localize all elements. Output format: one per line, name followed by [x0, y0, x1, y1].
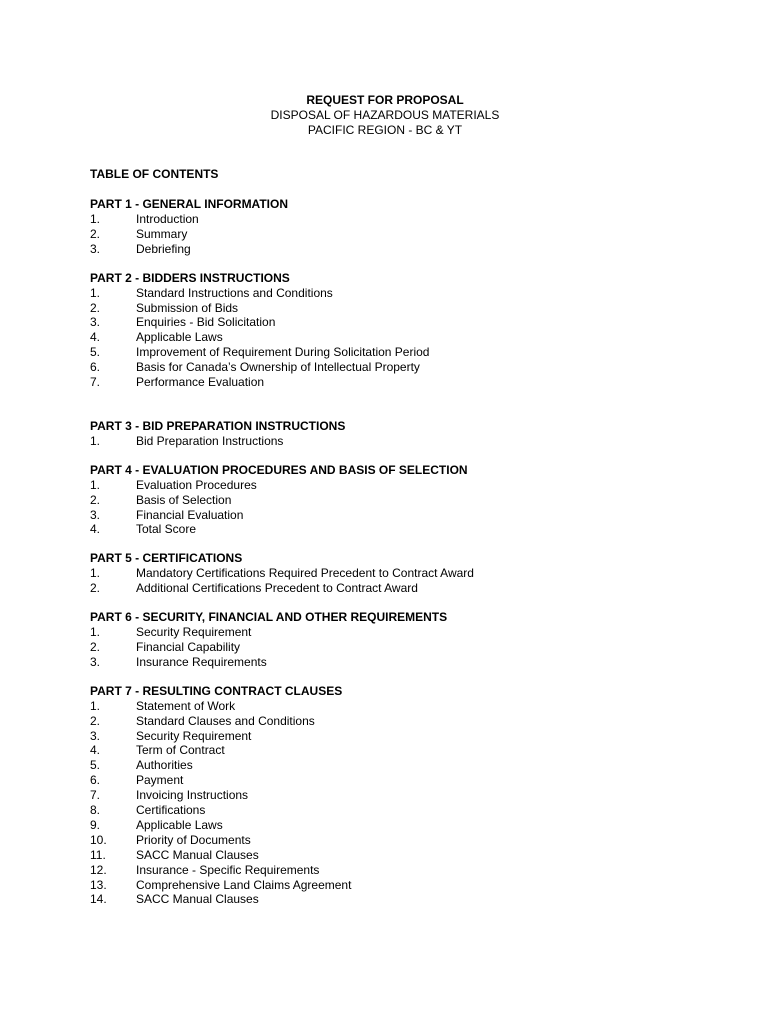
item-number: 4.: [90, 330, 101, 345]
item-label: Improvement of Requirement During Solicitation Period: [136, 345, 430, 360]
document-region: PACIFIC REGION - BC & YT: [307, 123, 463, 137]
item-number: 6.: [90, 360, 101, 375]
toc-item: [90, 714, 730, 729]
item-label: Total Score: [136, 522, 197, 537]
toc-part-7: [90, 684, 730, 907]
item-label: Payment: [136, 773, 184, 788]
item-label: Standard Clauses and Conditions: [136, 713, 315, 728]
item-number: 5.: [90, 345, 101, 360]
toc-part-3: [90, 419, 730, 449]
item-number: 13.: [90, 877, 107, 892]
item-label: Mandatory Certifications Required Precedent to Contract Award: [136, 566, 474, 581]
item-number: 2.: [90, 713, 101, 728]
toc-item: [90, 729, 730, 744]
table-of-contents: [90, 167, 730, 921]
part-title: PART 6 - SECURITY, FINANCIAL AND OTHER REQUIREMENTS: [90, 610, 448, 625]
item-number: 6.: [90, 773, 101, 788]
toc-item: [90, 758, 730, 773]
item-label: Priority of Documents: [136, 832, 251, 847]
item-label: Security Requirement: [136, 728, 252, 743]
item-label: Basis of Selection: [136, 492, 232, 507]
toc-part-6: [90, 610, 730, 670]
item-number: 11.: [90, 847, 106, 862]
toc-item: [90, 360, 730, 375]
item-number: 4.: [90, 743, 101, 758]
toc-item: [90, 493, 730, 508]
toc-item: [90, 242, 730, 257]
item-number: 2.: [90, 492, 101, 507]
toc-item: [90, 833, 730, 848]
item-label: Applicable Laws: [136, 817, 223, 832]
item-number: 1.: [90, 566, 101, 581]
item-number: 10.: [90, 832, 107, 847]
item-number: 12.: [90, 862, 107, 877]
toc-item: [90, 508, 730, 523]
item-number: 1.: [90, 477, 101, 492]
item-label: Summary: [136, 226, 188, 241]
toc-item: [90, 434, 730, 449]
item-number: 9.: [90, 817, 101, 832]
toc-item: [90, 581, 730, 596]
item-label: Additional Certifications Precedent to Contract Award: [136, 581, 418, 596]
document-title: REQUEST FOR PROPOSAL: [306, 93, 464, 107]
toc-item: [90, 478, 730, 493]
toc-item: [90, 773, 730, 788]
toc-item: [90, 743, 730, 758]
item-label: Comprehensive Land Claims Agreement: [136, 877, 352, 892]
item-label: Bid Preparation Instructions: [136, 433, 284, 448]
toc-part-4: [90, 463, 730, 538]
item-number: 3.: [90, 241, 101, 256]
part-title: PART 7 - RESULTING CONTRACT CLAUSES: [90, 683, 343, 698]
toc-item: [90, 286, 730, 301]
item-number: 7.: [90, 788, 101, 803]
toc-item: [90, 863, 730, 878]
item-number: 2.: [90, 300, 101, 315]
item-label: SACC Manual Clauses: [136, 847, 259, 862]
item-number: 2.: [90, 226, 101, 241]
item-label: Insurance Requirements: [136, 654, 267, 669]
item-number: 2.: [90, 640, 101, 655]
item-number: 4.: [90, 522, 101, 537]
toc-item: [90, 522, 730, 537]
toc-item: [90, 848, 730, 863]
toc-part-5: [90, 551, 730, 596]
toc-part-1: [90, 197, 730, 257]
toc-item: [90, 315, 730, 330]
item-number: 1.: [90, 212, 101, 226]
toc-item: [90, 227, 730, 242]
toc-heading: TABLE OF CONTENTS: [90, 167, 219, 181]
item-number: 1.: [90, 625, 101, 640]
toc-item: [90, 301, 730, 316]
item-label: Standard Instructions and Conditions: [136, 285, 333, 300]
toc-item: [90, 818, 730, 833]
toc-item: [90, 788, 730, 803]
item-number: 3.: [90, 728, 101, 743]
item-label: Introduction: [136, 212, 199, 226]
item-number: 2.: [90, 581, 101, 596]
item-number: 1.: [90, 433, 101, 448]
toc-item: [90, 212, 730, 227]
item-label: Certifications: [136, 803, 206, 818]
item-number: 5.: [90, 758, 101, 773]
toc-item: [90, 878, 730, 893]
item-label: Security Requirement: [136, 625, 252, 640]
item-label: Financial Capability: [136, 640, 241, 655]
toc-item: [90, 566, 730, 581]
item-number: 1.: [90, 285, 101, 300]
item-label: Statement of Work: [136, 698, 236, 713]
item-label: Insurance - Specific Requirements: [136, 862, 320, 877]
item-label: Submission of Bids: [136, 300, 239, 315]
document-header: [0, 93, 770, 138]
toc-item: [90, 892, 730, 907]
item-number: 7.: [90, 375, 101, 390]
part-title: PART 4 - EVALUATION PROCEDURES AND BASIS OF SELECTION: [90, 462, 468, 477]
item-label: Applicable Laws: [136, 330, 223, 345]
toc-item: [90, 655, 730, 670]
item-number: 1.: [90, 698, 101, 713]
toc-item: [90, 625, 730, 640]
item-label: Term of Contract: [136, 743, 225, 758]
toc-item: [90, 803, 730, 818]
item-number: 3.: [90, 654, 101, 669]
item-label: Debriefing: [136, 241, 191, 256]
toc-item: [90, 345, 730, 360]
item-label: Financial Evaluation: [136, 507, 244, 522]
toc-item: [90, 375, 730, 390]
item-label: Evaluation Procedures: [136, 477, 257, 492]
toc-part-2: [90, 271, 730, 390]
toc-item: [90, 699, 730, 714]
item-number: 14.: [90, 892, 107, 907]
toc-item: [90, 640, 730, 655]
item-number: 3.: [90, 507, 101, 522]
item-label: Performance Evaluation: [136, 375, 265, 390]
item-label: Authorities: [136, 758, 193, 773]
item-label: Enquiries - Bid Solicitation: [136, 315, 276, 330]
item-label: Basis for Canada’s Ownership of Intellectual Property: [136, 360, 420, 375]
part-title: PART 5 - CERTIFICATIONS: [90, 551, 243, 566]
item-label: SACC Manual Clauses: [136, 892, 259, 907]
toc-item: [90, 330, 730, 345]
item-label: Invoicing Instructions: [136, 788, 249, 803]
part-title: PART 2 - BIDDERS INSTRUCTIONS: [90, 270, 290, 285]
part-title: PART 1 - GENERAL INFORMATION: [90, 197, 288, 211]
item-number: 8.: [90, 803, 101, 818]
part-title: PART 3 - BID PREPARATION INSTRUCTIONS: [90, 418, 346, 433]
item-number: 3.: [90, 315, 101, 330]
document-subtitle: DISPOSAL OF HAZARDOUS MATERIALS: [270, 108, 500, 122]
